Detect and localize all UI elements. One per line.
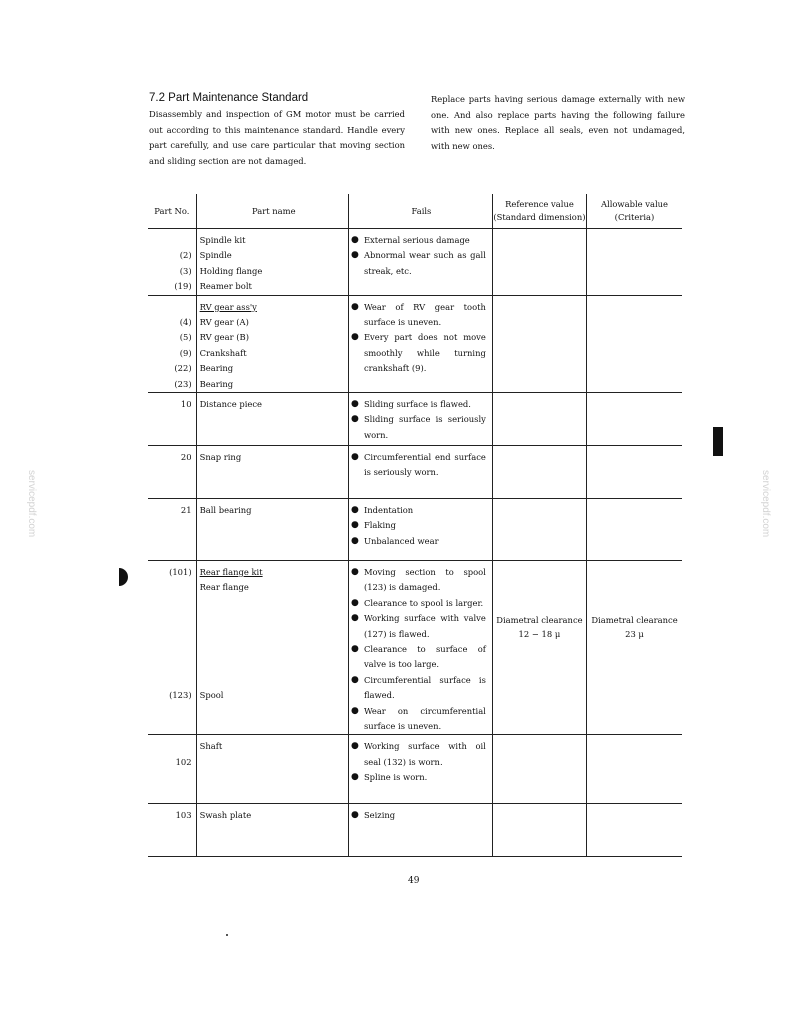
header-allowable-value: Allowable value (Criteria)	[586, 194, 682, 229]
part-name: Bearing	[199, 378, 234, 389]
intro-paragraph-left: Disassembly and inspection of GM motor must be carried out according to this maintenance standard. Handle every part carefully, and use care particular that moving section and sliding section are not damaged.	[149, 109, 405, 166]
failure-text: Clearance to spool is larger.	[363, 597, 484, 608]
part-name: Shaft	[199, 741, 223, 752]
part-name: Rear flange kit	[199, 566, 263, 577]
part-name-cell	[196, 392, 348, 445]
failure-item	[351, 412, 492, 443]
allowable-value-cell	[586, 560, 682, 734]
failure-text: Wear of RV gear tooth surface is uneven.	[363, 301, 486, 327]
failure-item	[351, 330, 492, 376]
bullet-icon: ●	[350, 301, 359, 312]
allowable-value	[587, 393, 682, 445]
part-name-cell	[196, 804, 348, 857]
part-no-cell	[148, 229, 196, 296]
bullet-icon: ●	[350, 250, 359, 261]
failure-text: Clearance to surface of valve is too large.	[363, 643, 486, 670]
table-row	[148, 560, 682, 734]
binding-mark	[119, 568, 128, 586]
failure-text: Circumferential end surface is seriously worn.	[363, 451, 486, 478]
part-name: Spindle kit	[199, 235, 246, 245]
bullet-icon: ●	[350, 613, 359, 624]
part-name: Swash plate	[199, 810, 252, 821]
failure-text: Indentation	[363, 504, 414, 515]
bullet-icon: ●	[350, 332, 359, 343]
part-no: (2)	[179, 250, 192, 261]
fails-cell	[348, 445, 492, 498]
failure-item	[351, 518, 492, 533]
part-name	[200, 626, 348, 641]
part-no-cell	[148, 735, 196, 804]
part-name: Rear flange	[199, 582, 249, 593]
scan-speck	[226, 934, 228, 936]
allowable-value	[587, 446, 682, 498]
part-no	[148, 739, 192, 754]
failure-text: Sliding surface is flawed.	[363, 398, 471, 409]
part-no: (23)	[174, 378, 192, 389]
part-no	[148, 657, 192, 672]
bullet-icon: ●	[350, 235, 359, 245]
failure-text: Flaking	[363, 520, 396, 531]
failure-text: Seizing	[363, 810, 396, 821]
fails-cell	[348, 498, 492, 560]
table-row	[148, 229, 682, 296]
reference-value: Diametral clearance 12 − 18 μ	[496, 614, 583, 639]
failure-item	[351, 233, 492, 248]
failure-item	[351, 534, 492, 549]
part-name: Reamer bolt	[199, 281, 252, 292]
reference-value	[493, 393, 586, 445]
allowable-value-cell	[586, 735, 682, 804]
part-no	[148, 300, 192, 315]
bullet-icon: ●	[350, 566, 359, 577]
failure-item	[351, 642, 492, 673]
reference-value-cell	[492, 498, 586, 560]
bullet-icon: ●	[350, 398, 359, 409]
bullet-icon: ●	[350, 451, 359, 462]
allowable-value: Diametral clearance 23 μ	[591, 614, 678, 639]
header-part-name: Part name	[196, 194, 348, 229]
bullet-icon: ●	[350, 772, 359, 783]
header-part-no: Part No.	[148, 194, 196, 229]
part-name: Holding flange	[199, 265, 263, 276]
failure-text: Circumferential surface is flawed.	[363, 674, 486, 701]
part-no-cell	[148, 295, 196, 392]
allowable-value-cell	[586, 392, 682, 445]
failure-item	[351, 596, 492, 611]
bullet-icon: ●	[350, 535, 359, 546]
fails-cell	[348, 735, 492, 804]
part-no-cell	[148, 445, 196, 498]
part-name: RV gear (A)	[199, 316, 249, 327]
part-no: (22)	[174, 363, 192, 374]
reference-value-cell	[492, 392, 586, 445]
part-name	[200, 642, 348, 657]
section-heading: 7.2 Part Maintenance Standard	[149, 92, 309, 104]
reference-value-cell	[492, 560, 586, 734]
failure-item	[351, 704, 492, 735]
part-no: 102	[175, 756, 192, 767]
part-no: (3)	[179, 265, 192, 276]
allowable-value	[587, 735, 682, 787]
part-name-cell	[196, 498, 348, 560]
part-no	[148, 611, 192, 626]
reference-value	[493, 804, 586, 856]
part-no-cell	[148, 392, 196, 445]
allowable-value-cell	[586, 498, 682, 560]
header-fails: Fails	[348, 194, 492, 229]
failure-item	[351, 450, 492, 481]
section-tab-marker	[713, 427, 723, 456]
part-no	[148, 233, 192, 248]
allowable-value-cell	[586, 445, 682, 498]
reference-value-cell	[492, 445, 586, 498]
part-name-cell	[196, 560, 348, 734]
reference-value	[493, 446, 586, 498]
part-no	[148, 642, 192, 657]
watermark-right: servicepdf.com	[760, 470, 771, 538]
part-no: (4)	[179, 316, 192, 327]
part-name-cell	[196, 735, 348, 804]
failure-text: Working surface with oil seal (132) is worn.	[363, 741, 486, 767]
part-no	[148, 580, 192, 595]
failure-item	[351, 770, 492, 785]
fails-cell	[348, 229, 492, 296]
fails-cell	[348, 804, 492, 857]
part-name	[200, 657, 348, 672]
allowable-value-cell	[586, 229, 682, 296]
reference-value	[493, 296, 586, 348]
part-no-cell	[148, 804, 196, 857]
fails-cell	[348, 560, 492, 734]
fails-cell	[348, 295, 492, 392]
part-no: 20	[180, 451, 192, 462]
part-no: (123)	[169, 690, 192, 701]
part-name: RV gear ass'y	[199, 301, 257, 312]
allowable-value-cell	[586, 295, 682, 392]
part-name-cell	[196, 295, 348, 392]
bullet-icon: ●	[350, 414, 359, 425]
failure-text: Abnormal wear such as gall streak, etc.	[363, 250, 486, 276]
failure-text: External serious damage	[363, 235, 470, 245]
failure-item	[351, 673, 492, 704]
table-row	[148, 295, 682, 392]
part-name-cell	[196, 229, 348, 296]
part-no: 10	[180, 398, 192, 409]
table-row	[148, 498, 682, 560]
failure-text: Working surface with valve (127) is flawed.	[363, 613, 486, 639]
failure-item	[351, 503, 492, 518]
reference-value	[493, 735, 586, 787]
part-name-cell	[196, 445, 348, 498]
allowable-value-cell	[586, 804, 682, 857]
bullet-icon: ●	[350, 674, 359, 685]
part-no-cell	[148, 498, 196, 560]
table-row	[148, 445, 682, 498]
intro-paragraph-right: Replace parts having serious damage externally with new one. And also replace parts having the following failure with new ones. Replace all seals, even not undamaged, with new ones.	[431, 94, 685, 151]
part-no	[148, 626, 192, 641]
failure-text: Every part does not move smoothly while turning crankshaft (9).	[363, 332, 486, 374]
table-row	[148, 392, 682, 445]
reference-value-cell	[492, 229, 586, 296]
part-name: RV gear (B)	[199, 332, 249, 343]
part-no: (5)	[179, 332, 192, 343]
failure-item	[351, 248, 492, 279]
page-number: 49	[408, 876, 420, 886]
reference-value	[493, 229, 586, 281]
part-name: Crankshaft	[199, 347, 247, 358]
part-name: Spindle	[199, 250, 232, 261]
allowable-value	[587, 804, 682, 856]
failure-text: Sliding surface is seriously worn.	[363, 414, 486, 440]
part-name: Spool	[199, 690, 224, 701]
part-name	[200, 596, 348, 611]
part-name	[200, 611, 348, 626]
failure-item	[351, 611, 492, 642]
allowable-value	[587, 296, 682, 348]
bullet-icon: ●	[350, 504, 359, 515]
failure-text: Moving section to spool (123) is damaged.	[363, 566, 486, 593]
reference-value-cell	[492, 735, 586, 804]
part-no: (101)	[169, 566, 192, 577]
failure-text: Wear on circumferential surface is uneven.	[363, 705, 486, 731]
reference-value	[493, 499, 586, 551]
table-header-row	[148, 194, 682, 229]
part-no: (9)	[179, 347, 192, 358]
failure-item	[351, 808, 492, 823]
part-no	[148, 673, 192, 688]
allowable-value	[587, 229, 682, 281]
bullet-icon: ●	[350, 597, 359, 608]
reference-value-cell	[492, 804, 586, 857]
part-name	[200, 673, 348, 688]
bullet-icon: ●	[350, 520, 359, 531]
part-no: 21	[180, 504, 192, 515]
part-name: Distance piece	[199, 398, 262, 409]
bullet-icon: ●	[350, 741, 359, 752]
bullet-icon: ●	[350, 643, 359, 654]
part-name: Ball bearing	[199, 504, 252, 515]
table-row	[148, 735, 682, 804]
bullet-icon: ●	[350, 705, 359, 716]
table-row	[148, 804, 682, 857]
reference-value-cell	[492, 295, 586, 392]
failure-item	[351, 739, 492, 770]
failure-item	[351, 397, 492, 412]
part-no	[148, 596, 192, 611]
allowable-value	[587, 499, 682, 551]
part-name: Snap ring	[199, 451, 242, 462]
failure-text: Spline is worn.	[363, 772, 428, 783]
part-name: Bearing	[199, 363, 234, 374]
header-reference-value: Reference value (Standard dimension)	[492, 194, 586, 229]
failure-item	[351, 565, 492, 596]
maintenance-table	[148, 194, 682, 857]
failure-text: Unbalanced wear	[363, 535, 439, 546]
watermark-left: servicepdf.com	[26, 470, 37, 538]
bullet-icon: ●	[350, 810, 359, 821]
failure-item	[351, 300, 492, 331]
fails-cell	[348, 392, 492, 445]
part-no-cell	[148, 560, 196, 734]
part-no: 103	[175, 810, 192, 821]
part-no: (19)	[174, 281, 192, 292]
